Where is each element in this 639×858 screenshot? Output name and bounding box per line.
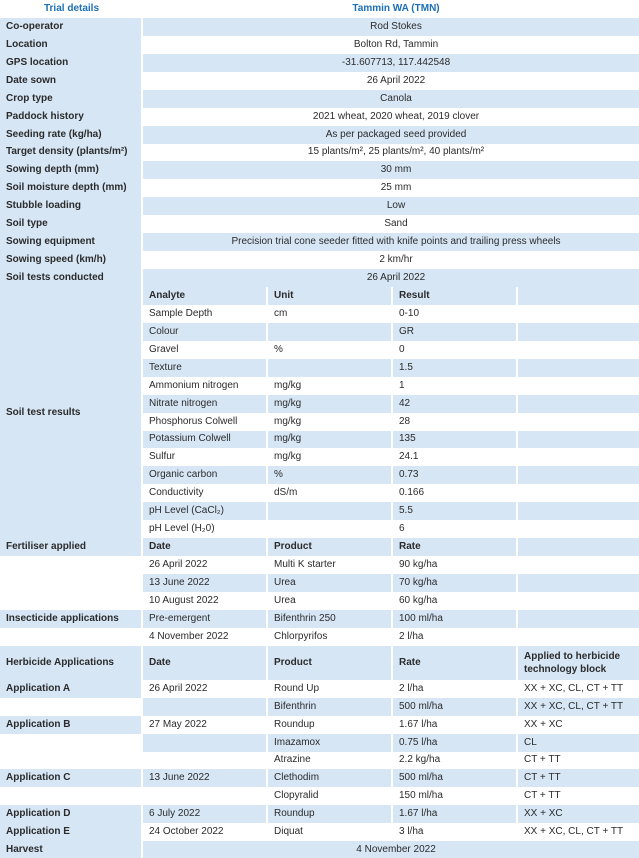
soil-cell: 1.5	[393, 359, 516, 377]
soil-cell: Conductivity	[143, 484, 266, 502]
insecticide-cell: 100 ml/ha	[393, 610, 516, 628]
herbicide-header-cell: Product	[268, 646, 391, 680]
detail-value: Bolton Rd, Tammin	[143, 36, 639, 54]
soil-cell: 0.73	[393, 466, 516, 484]
soil-cell: Gravel	[143, 341, 266, 359]
detail-value: Rod Stokes	[143, 18, 639, 36]
soil-empty-cell	[518, 377, 639, 395]
soil-header-cell: Analyte	[143, 287, 266, 305]
fertiliser-cell: 70 kg/ha	[393, 574, 516, 592]
soil-empty-cell	[518, 466, 639, 484]
insecticide-label: Insecticide applications	[0, 610, 141, 628]
soil-empty-cell	[518, 341, 639, 359]
herbicide-cell: CL	[518, 734, 639, 752]
insecticide-label	[0, 628, 141, 646]
herbicide-cell: XX + XC, CL, CT + TT	[518, 698, 639, 716]
soil-cell: Colour	[143, 323, 266, 341]
soil-empty-cell	[518, 520, 639, 538]
fertiliser-empty-cell	[518, 592, 639, 610]
herbicide-cell: 13 June 2022	[143, 769, 266, 787]
soil-cell: 42	[393, 395, 516, 413]
detail-label: Crop type	[0, 90, 141, 108]
insecticide-cell: 4 November 2022	[143, 628, 266, 646]
herbicide-header-cell: Rate	[393, 646, 516, 680]
herbicide-application-label: Application A	[0, 680, 141, 698]
soil-cell: mg/kg	[268, 395, 391, 413]
herbicide-cell: 2 l/ha	[393, 680, 516, 698]
herbicide-application-label: Application E	[0, 823, 141, 841]
detail-row	[0, 108, 639, 126]
herbicide-row	[0, 734, 639, 752]
soil-cell: Ammonium nitrogen	[143, 377, 266, 395]
herbicide-cell: XX + XC, CL, CT + TT	[518, 823, 639, 841]
fertiliser-row	[0, 574, 639, 592]
fertiliser-cell: 10 August 2022	[143, 592, 266, 610]
insecticide-row	[0, 610, 639, 628]
herbicide-cell: 3 l/ha	[393, 823, 516, 841]
detail-row	[0, 215, 639, 233]
soil-cell: 0.166	[393, 484, 516, 502]
soil-cell: Texture	[143, 359, 266, 377]
herbicide-cell: 24 October 2022	[143, 823, 266, 841]
herbicide-cell: Roundup	[268, 716, 391, 734]
detail-row	[0, 269, 639, 287]
herbicide-application-label: Application B	[0, 716, 141, 734]
soil-cell: pH Level (H₂0)	[143, 520, 266, 538]
fertiliser-cell: 13 June 2022	[143, 574, 266, 592]
fertiliser-label	[0, 574, 141, 592]
detail-label: Location	[0, 36, 141, 54]
soil-empty-cell	[518, 305, 639, 323]
herbicide-application-label: Application C	[0, 769, 141, 787]
detail-value: 26 April 2022	[143, 269, 639, 287]
soil-empty-cell	[518, 448, 639, 466]
soil-cell: mg/kg	[268, 377, 391, 395]
soil-cell	[268, 520, 391, 538]
herbicide-cell: Atrazine	[268, 752, 391, 770]
header-site: Tammin WA (TMN)	[143, 0, 639, 18]
herbicide-row	[0, 787, 639, 805]
detail-label: GPS location	[0, 54, 141, 72]
soil-cell: mg/kg	[268, 431, 391, 449]
herbicide-application-label	[0, 734, 141, 752]
herbicide-header-cell: Date	[143, 646, 266, 680]
insecticide-cell: 2 l/ha	[393, 628, 516, 646]
insecticide-cell: Bifenthrin 250	[268, 610, 391, 628]
fertiliser-label	[0, 592, 141, 610]
detail-row	[0, 161, 639, 179]
soil-cell: Phosphorus Colwell	[143, 413, 266, 431]
fertiliser-cell: Urea	[268, 592, 391, 610]
detail-value: Precision trial cone seeder fitted with knife points and trailing press wheels	[143, 233, 639, 251]
herbicide-cell: 26 April 2022	[143, 680, 266, 698]
soil-label: Soil test results	[0, 287, 141, 538]
soil-cell: 0-10	[393, 305, 516, 323]
fertiliser-row	[0, 592, 639, 610]
soil-empty-cell	[518, 287, 639, 305]
soil-cell: %	[268, 341, 391, 359]
detail-value: 25 mm	[143, 179, 639, 197]
detail-value: Sand	[143, 215, 639, 233]
detail-value: Canola	[143, 90, 639, 108]
herbicide-cell: Imazamox	[268, 734, 391, 752]
table-header	[0, 0, 639, 18]
fertiliser-label: Fertiliser applied	[0, 538, 141, 556]
soil-header-cell: Result	[393, 287, 516, 305]
soil-cell: dS/m	[268, 484, 391, 502]
soil-cell: Organic carbon	[143, 466, 266, 484]
soil-empty-cell	[518, 359, 639, 377]
detail-label: Sowing equipment	[0, 233, 141, 251]
herbicide-cell: 0.75 l/ha	[393, 734, 516, 752]
herbicide-header-cell: Applied to herbicide technology block	[518, 646, 639, 680]
soil-empty-cell	[518, 502, 639, 520]
soil-cell: 28	[393, 413, 516, 431]
herbicide-row	[0, 716, 639, 734]
herbicide-row	[0, 823, 639, 841]
detail-row	[0, 126, 639, 144]
herbicide-cell: 500 ml/ha	[393, 698, 516, 716]
herbicide-row	[0, 805, 639, 823]
soil-cell: 5.5	[393, 502, 516, 520]
insecticide-empty-cell	[518, 610, 639, 628]
detail-value: As per packaged seed provided	[143, 126, 639, 144]
herbicide-row	[0, 698, 639, 716]
soil-cell: Nitrate nitrogen	[143, 395, 266, 413]
detail-label: Sowing depth (mm)	[0, 161, 141, 179]
herbicide-cell: 150 ml/ha	[393, 787, 516, 805]
detail-row	[0, 233, 639, 251]
detail-value: 2 km/hr	[143, 251, 639, 269]
herbicide-application-label	[0, 787, 141, 805]
soil-empty-cell	[518, 413, 639, 431]
detail-row	[0, 144, 639, 162]
soil-cell: mg/kg	[268, 448, 391, 466]
detail-label: Target density (plants/m²)	[0, 144, 141, 162]
herbicide-cell: Round Up	[268, 680, 391, 698]
harvest-value: 4 November 2022	[143, 841, 639, 858]
herbicide-cell: 500 ml/ha	[393, 769, 516, 787]
detail-value: 2021 wheat, 2020 wheat, 2019 clover	[143, 108, 639, 126]
detail-value: Low	[143, 197, 639, 215]
fertiliser-cell: 90 kg/ha	[393, 556, 516, 574]
detail-label: Soil tests conducted	[0, 269, 141, 287]
herbicide-application-label	[0, 752, 141, 770]
soil-cell: Sulfur	[143, 448, 266, 466]
herbicide-label: Herbicide Applications	[0, 646, 141, 680]
herbicide-cell: CT + TT	[518, 752, 639, 770]
soil-empty-cell	[518, 431, 639, 449]
soil-cell	[268, 323, 391, 341]
detail-row	[0, 54, 639, 72]
detail-label: Sowing speed (km/h)	[0, 251, 141, 269]
insecticide-cell: Pre-emergent	[143, 610, 266, 628]
header-trial-details: Trial details	[0, 0, 141, 18]
herbicide-cell: 1.67 l/ha	[393, 716, 516, 734]
herbicide-cell: Roundup	[268, 805, 391, 823]
detail-value: 15 plants/m², 25 plants/m², 40 plants/m²	[143, 144, 639, 162]
harvest-row	[0, 841, 639, 858]
detail-row	[0, 72, 639, 90]
fertiliser-empty-cell	[518, 538, 639, 556]
detail-value: 30 mm	[143, 161, 639, 179]
soil-cell	[268, 359, 391, 377]
fertiliser-cell: 60 kg/ha	[393, 592, 516, 610]
insecticide-row	[0, 628, 639, 646]
soil-cell: pH Level (CaCl₂)	[143, 502, 266, 520]
herbicide-cell	[143, 787, 266, 805]
soil-cell: %	[268, 466, 391, 484]
herbicide-cell: Clopyralid	[268, 787, 391, 805]
detail-label: Stubble loading	[0, 197, 141, 215]
soil-cell: Sample Depth	[143, 305, 266, 323]
herbicide-cell: XX + XC	[518, 716, 639, 734]
soil-cell: 6	[393, 520, 516, 538]
detail-label: Date sown	[0, 72, 141, 90]
fertiliser-cell: Multi K starter	[268, 556, 391, 574]
herbicide-cell: Diquat	[268, 823, 391, 841]
soil-header-row	[0, 287, 639, 305]
detail-label: Soil moisture depth (mm)	[0, 179, 141, 197]
herbicide-application-label	[0, 698, 141, 716]
herbicide-cell: 2.2 kg/ha	[393, 752, 516, 770]
soil-header-cell: Unit	[268, 287, 391, 305]
fertiliser-label	[0, 556, 141, 574]
soil-cell: 1	[393, 377, 516, 395]
herbicide-cell: 27 May 2022	[143, 716, 266, 734]
detail-row	[0, 197, 639, 215]
detail-row	[0, 90, 639, 108]
harvest-label: Harvest	[0, 841, 141, 858]
fertiliser-header-cell: Product	[268, 538, 391, 556]
detail-row	[0, 36, 639, 54]
herbicide-row	[0, 752, 639, 770]
detail-value: 26 April 2022	[143, 72, 639, 90]
soil-cell: 0	[393, 341, 516, 359]
herbicide-cell	[143, 752, 266, 770]
fertiliser-cell: Urea	[268, 574, 391, 592]
detail-label: Seeding rate (kg/ha)	[0, 126, 141, 144]
herbicide-cell	[143, 734, 266, 752]
herbicide-application-label: Application D	[0, 805, 141, 823]
herbicide-cell	[143, 698, 266, 716]
fertiliser-row	[0, 556, 639, 574]
detail-label: Soil type	[0, 215, 141, 233]
soil-cell: mg/kg	[268, 413, 391, 431]
herbicide-cell: Clethodim	[268, 769, 391, 787]
soil-empty-cell	[518, 484, 639, 502]
fertiliser-empty-cell	[518, 556, 639, 574]
soil-cell: Potassium Colwell	[143, 431, 266, 449]
insecticide-cell: Chlorpyrifos	[268, 628, 391, 646]
soil-empty-cell	[518, 323, 639, 341]
detail-row	[0, 179, 639, 197]
soil-cell: cm	[268, 305, 391, 323]
herbicide-cell: XX + XC	[518, 805, 639, 823]
soil-cell	[268, 502, 391, 520]
soil-cell: GR	[393, 323, 516, 341]
herbicide-cell: Bifenthrin	[268, 698, 391, 716]
detail-row	[0, 251, 639, 269]
fertiliser-header-cell: Rate	[393, 538, 516, 556]
herbicide-cell: XX + XC, CL, CT + TT	[518, 680, 639, 698]
soil-empty-cell	[518, 395, 639, 413]
herbicide-row	[0, 769, 639, 787]
herbicide-cell: 6 July 2022	[143, 805, 266, 823]
herbicide-row	[0, 680, 639, 698]
herbicide-cell: CT + TT	[518, 787, 639, 805]
detail-row	[0, 18, 639, 36]
fertiliser-header-cell: Date	[143, 538, 266, 556]
herbicide-cell: 1.67 l/ha	[393, 805, 516, 823]
detail-label: Co-operator	[0, 18, 141, 36]
detail-value: -31.607713, 117.442548	[143, 54, 639, 72]
soil-cell: 135	[393, 431, 516, 449]
detail-label: Paddock history	[0, 108, 141, 126]
fertiliser-cell: 26 April 2022	[143, 556, 266, 574]
herbicide-header-row	[0, 646, 639, 680]
herbicide-cell: CT + TT	[518, 769, 639, 787]
fertiliser-empty-cell	[518, 574, 639, 592]
fertiliser-header-row	[0, 538, 639, 556]
soil-cell: 24.1	[393, 448, 516, 466]
insecticide-empty-cell	[518, 628, 639, 646]
